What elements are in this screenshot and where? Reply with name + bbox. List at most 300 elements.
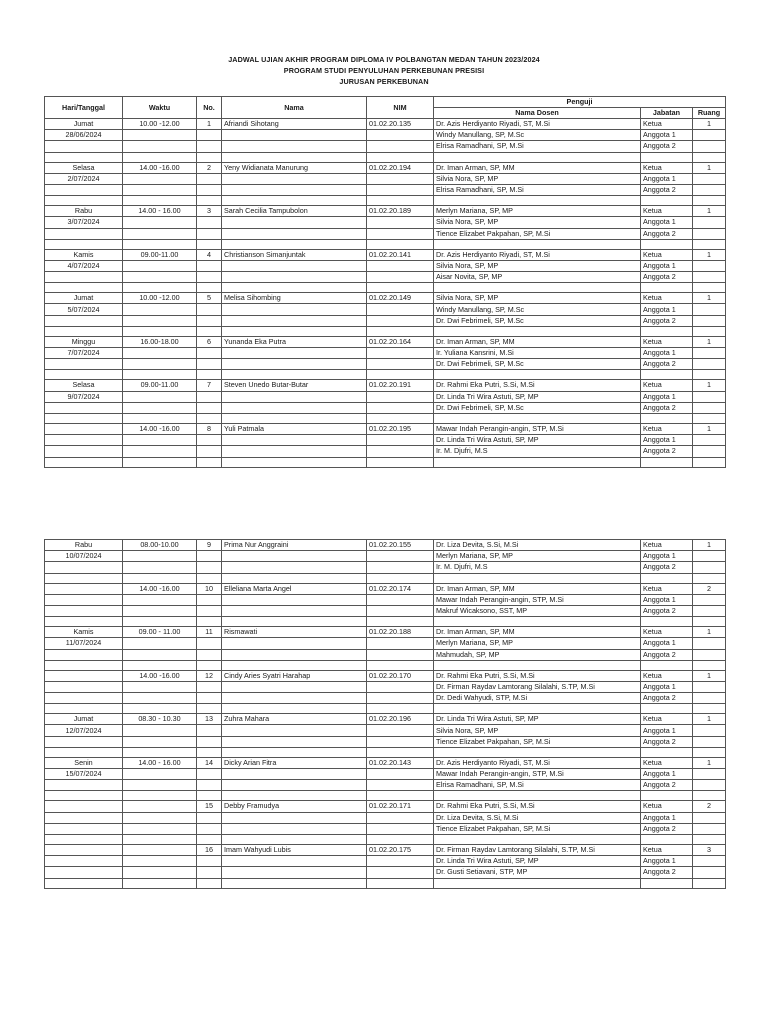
student-name-cell: Yuli Patmala (222, 423, 367, 434)
date-cell: 4/07/2024 (45, 260, 123, 271)
header-ruang: Ruang (693, 108, 726, 119)
empty-cell (693, 594, 726, 605)
empty-cell (367, 856, 434, 867)
examiner-name-cell: Silvia Nora, SP, MP (434, 293, 641, 304)
empty-cell (434, 660, 641, 670)
role-cell: Anggota 1 (641, 551, 693, 562)
table-row (45, 293, 726, 304)
role-cell: Ketua (641, 336, 693, 347)
empty-cell (367, 704, 434, 714)
table-row (45, 844, 726, 855)
examiner-name-cell: Merlyn Mariana, SP, MP (434, 638, 641, 649)
empty-cell (197, 435, 222, 446)
empty-cell (123, 823, 197, 834)
empty-cell (123, 573, 197, 583)
empty-cell (197, 228, 222, 239)
date-cell: 12/07/2024 (45, 725, 123, 736)
table-row (45, 173, 726, 184)
examiner-name-cell: Dr. Dwi Febrimeli, SP, M.Sc (434, 315, 641, 326)
empty-cell (123, 617, 197, 627)
empty-cell (123, 660, 197, 670)
empty-cell (123, 780, 197, 791)
empty-cell (123, 130, 197, 141)
day-cell: Jumat (45, 293, 123, 304)
empty-cell (641, 704, 693, 714)
nim-cell: 01.02.20.149 (367, 293, 434, 304)
empty-cell (123, 315, 197, 326)
empty-cell (434, 413, 641, 423)
empty-cell (45, 660, 123, 670)
empty-cell (693, 562, 726, 573)
table-row (45, 757, 726, 768)
examiner-name-cell: Dr. Azis Herdiyanto Riyadi, ST, M.Si (434, 249, 641, 260)
table-row (45, 638, 726, 649)
role-cell: Anggota 2 (641, 780, 693, 791)
date-cell: 9/07/2024 (45, 391, 123, 402)
empty-cell (123, 370, 197, 380)
empty-cell (693, 856, 726, 867)
empty-cell (222, 769, 367, 780)
empty-cell (693, 867, 726, 878)
student-name-cell: Debby Framudya (222, 801, 367, 812)
examiner-name-cell: Dr. Dwi Febrimeli, SP, M.Sc (434, 359, 641, 370)
empty-cell (693, 747, 726, 757)
student-name-cell: Afriandi Sihotang (222, 119, 367, 130)
empty-cell (693, 834, 726, 844)
empty-cell (434, 196, 641, 206)
empty-cell (197, 173, 222, 184)
empty-cell (197, 359, 222, 370)
empty-cell (367, 173, 434, 184)
empty-cell (197, 130, 222, 141)
empty-cell (45, 605, 123, 616)
examiner-name-cell: Dr. Rahmi Eka Putri, S.Si, M.Si (434, 380, 641, 391)
number-cell: 3 (197, 206, 222, 217)
empty-cell (222, 594, 367, 605)
empty-cell (123, 260, 197, 271)
room-cell: 1 (693, 249, 726, 260)
header-nama: Nama (222, 97, 367, 119)
empty-cell (434, 239, 641, 249)
empty-cell (197, 326, 222, 336)
role-cell: Anggota 1 (641, 681, 693, 692)
empty-cell (222, 725, 367, 736)
empty-cell (45, 152, 123, 162)
date-cell (45, 856, 123, 867)
date-cell: 7/07/2024 (45, 348, 123, 359)
empty-cell (45, 649, 123, 660)
table-row (45, 423, 726, 434)
empty-cell (123, 562, 197, 573)
table-row (45, 583, 726, 594)
empty-cell (197, 391, 222, 402)
examiner-name-cell: Mawar Indah Perangin-angin, STP, M.Si (434, 423, 641, 434)
spacer-row (45, 283, 726, 293)
empty-cell (693, 217, 726, 228)
table-row (45, 141, 726, 152)
empty-cell (367, 681, 434, 692)
empty-cell (197, 304, 222, 315)
empty-cell (693, 260, 726, 271)
empty-cell (197, 283, 222, 293)
empty-cell (693, 173, 726, 184)
role-cell: Ketua (641, 670, 693, 681)
table-row (45, 714, 726, 725)
empty-cell (693, 457, 726, 467)
empty-cell (222, 638, 367, 649)
empty-cell (45, 315, 123, 326)
examiner-name-cell: Dr. Rahmi Eka Putri, S.Si, M.Si (434, 801, 641, 812)
spacer-row (45, 834, 726, 844)
nim-cell: 01.02.20.175 (367, 844, 434, 855)
empty-cell (123, 747, 197, 757)
day-cell (45, 844, 123, 855)
empty-cell (367, 446, 434, 457)
empty-cell (222, 391, 367, 402)
role-cell: Anggota 1 (641, 260, 693, 271)
role-cell: Anggota 1 (641, 348, 693, 359)
role-cell: Anggota 2 (641, 184, 693, 195)
table-row (45, 725, 726, 736)
role-cell: Ketua (641, 162, 693, 173)
empty-cell (434, 747, 641, 757)
room-cell: 1 (693, 540, 726, 551)
empty-cell (367, 660, 434, 670)
empty-cell (641, 747, 693, 757)
empty-cell (197, 649, 222, 660)
empty-cell (222, 573, 367, 583)
examiner-name-cell: Dr. Rahmi Eka Putri, S.Si, M.Si (434, 670, 641, 681)
empty-cell (434, 326, 641, 336)
empty-cell (641, 326, 693, 336)
day-cell: Selasa (45, 380, 123, 391)
examiner-name-cell: Aisar Novita, SP, MP (434, 272, 641, 283)
empty-cell (45, 402, 123, 413)
table-row (45, 217, 726, 228)
empty-cell (45, 562, 123, 573)
empty-cell (197, 638, 222, 649)
empty-cell (197, 660, 222, 670)
empty-cell (434, 617, 641, 627)
empty-cell (367, 391, 434, 402)
student-name-cell: Imam Wahyudi Lubis (222, 844, 367, 855)
empty-cell (197, 856, 222, 867)
date-cell (45, 812, 123, 823)
room-cell: 3 (693, 844, 726, 855)
time-cell: 10.00 -12.00 (123, 119, 197, 130)
empty-cell (367, 348, 434, 359)
room-cell: 1 (693, 293, 726, 304)
number-cell: 15 (197, 801, 222, 812)
table-row (45, 260, 726, 271)
header-hari-tanggal: Hari/Tanggal (45, 97, 123, 119)
empty-cell (367, 780, 434, 791)
empty-cell (367, 867, 434, 878)
role-cell: Ketua (641, 249, 693, 260)
empty-cell (434, 573, 641, 583)
nim-cell: 01.02.20.143 (367, 757, 434, 768)
empty-cell (367, 435, 434, 446)
empty-cell (222, 184, 367, 195)
examiner-name-cell: Mawar Indah Perangin-angin, STP, M.Si (434, 594, 641, 605)
role-cell: Anggota 1 (641, 130, 693, 141)
role-cell: Anggota 2 (641, 693, 693, 704)
time-cell: 14.00 -16.00 (123, 583, 197, 594)
table-row (45, 130, 726, 141)
empty-cell (434, 791, 641, 801)
role-cell: Anggota 1 (641, 856, 693, 867)
empty-cell (367, 326, 434, 336)
day-cell: Rabu (45, 206, 123, 217)
empty-cell (693, 812, 726, 823)
examiner-name-cell: Dr. Iman Arman, SP, MM (434, 627, 641, 638)
empty-cell (434, 704, 641, 714)
role-cell: Anggota 2 (641, 736, 693, 747)
nim-cell: 01.02.20.191 (367, 380, 434, 391)
empty-cell (123, 272, 197, 283)
empty-cell (367, 283, 434, 293)
table-row (45, 272, 726, 283)
empty-cell (693, 878, 726, 888)
time-cell: 09.00 - 11.00 (123, 627, 197, 638)
number-cell: 11 (197, 627, 222, 638)
examiner-name-cell: Ir. M. Djufri, M.S (434, 562, 641, 573)
document-title-line1: JADWAL UJIAN AKHIR PROGRAM DIPLOMA IV POLBANGTAN MEDAN TAHUN 2023/2024 (228, 55, 540, 64)
student-name-cell: Elleliana Marta Angel (222, 583, 367, 594)
number-cell: 5 (197, 293, 222, 304)
empty-cell (123, 649, 197, 660)
table-row (45, 359, 726, 370)
examiner-name-cell: Dr. Linda Tri Wira Astuti, SP, MP (434, 714, 641, 725)
table-row (45, 681, 726, 692)
empty-cell (367, 791, 434, 801)
room-cell: 1 (693, 714, 726, 725)
empty-cell (693, 272, 726, 283)
empty-cell (45, 413, 123, 423)
empty-cell (123, 446, 197, 457)
day-cell (45, 670, 123, 681)
empty-cell (367, 260, 434, 271)
empty-cell (693, 348, 726, 359)
empty-cell (45, 359, 123, 370)
empty-cell (45, 326, 123, 336)
empty-cell (197, 184, 222, 195)
empty-cell (641, 413, 693, 423)
empty-cell (45, 184, 123, 195)
day-cell: Selasa (45, 162, 123, 173)
empty-cell (197, 348, 222, 359)
role-cell: Anggota 2 (641, 272, 693, 283)
empty-cell (45, 736, 123, 747)
role-cell: Anggota 1 (641, 173, 693, 184)
empty-cell (641, 457, 693, 467)
empty-cell (45, 791, 123, 801)
empty-cell (222, 812, 367, 823)
empty-cell (222, 173, 367, 184)
empty-cell (222, 217, 367, 228)
room-cell: 1 (693, 380, 726, 391)
examiner-name-cell: Dr. Firman Raydav Lamtorang Silalahi, S.TP, M.Si (434, 844, 641, 855)
empty-cell (197, 725, 222, 736)
empty-cell (222, 326, 367, 336)
empty-cell (434, 152, 641, 162)
examiner-name-cell: Merlyn Mariana, SP, MP (434, 551, 641, 562)
empty-cell (367, 562, 434, 573)
table-row (45, 315, 726, 326)
role-cell: Anggota 2 (641, 228, 693, 239)
student-name-cell: Steven Unedo Butar-Butar (222, 380, 367, 391)
empty-cell (45, 239, 123, 249)
nim-cell: 01.02.20.171 (367, 801, 434, 812)
empty-cell (123, 867, 197, 878)
empty-cell (123, 228, 197, 239)
spacer-row (45, 370, 726, 380)
role-cell: Anggota 1 (641, 812, 693, 823)
empty-cell (197, 272, 222, 283)
empty-cell (123, 283, 197, 293)
empty-cell (222, 823, 367, 834)
empty-cell (197, 457, 222, 467)
empty-cell (434, 283, 641, 293)
empty-cell (45, 272, 123, 283)
date-cell: 15/07/2024 (45, 769, 123, 780)
date-cell: 11/07/2024 (45, 638, 123, 649)
day-cell (45, 423, 123, 434)
empty-cell (123, 348, 197, 359)
examiner-name-cell: Windy Manullang, SP, M.Sc (434, 130, 641, 141)
empty-cell (693, 617, 726, 627)
empty-cell (367, 638, 434, 649)
empty-cell (45, 457, 123, 467)
time-cell: 08.30 - 10.30 (123, 714, 197, 725)
examiner-name-cell: Dr. Firman Raydav Lamtorang Silalahi, S.TP, M.Si (434, 681, 641, 692)
table-row (45, 769, 726, 780)
empty-cell (693, 704, 726, 714)
time-cell: 14.00 -16.00 (123, 423, 197, 434)
empty-cell (197, 693, 222, 704)
examiner-name-cell: Mahmudah, SP, MP (434, 649, 641, 660)
date-cell: 10/07/2024 (45, 551, 123, 562)
empty-cell (123, 681, 197, 692)
examiner-name-cell: Silvia Nora, SP, MP (434, 725, 641, 736)
room-cell: 1 (693, 336, 726, 347)
empty-cell (367, 272, 434, 283)
empty-cell (693, 359, 726, 370)
empty-cell (123, 184, 197, 195)
examiner-name-cell: Dr. Linda Tri Wira Astuti, SP, MP (434, 435, 641, 446)
empty-cell (367, 239, 434, 249)
examiner-name-cell: Silvia Nora, SP, MP (434, 217, 641, 228)
spacer-row (45, 878, 726, 888)
table-row (45, 249, 726, 260)
time-cell: 16.00-18.00 (123, 336, 197, 347)
empty-cell (197, 402, 222, 413)
day-cell (45, 583, 123, 594)
number-cell: 4 (197, 249, 222, 260)
number-cell: 9 (197, 540, 222, 551)
empty-cell (45, 196, 123, 206)
empty-cell (222, 780, 367, 791)
empty-cell (45, 370, 123, 380)
empty-cell (123, 736, 197, 747)
number-cell: 16 (197, 844, 222, 855)
room-cell: 1 (693, 627, 726, 638)
empty-cell (123, 834, 197, 844)
empty-cell (197, 141, 222, 152)
empty-cell (641, 196, 693, 206)
empty-cell (222, 834, 367, 844)
time-cell: 14.00 -16.00 (123, 162, 197, 173)
empty-cell (197, 736, 222, 747)
empty-cell (693, 780, 726, 791)
header-waktu: Waktu (123, 97, 197, 119)
spacer-row (45, 326, 726, 336)
empty-cell (197, 196, 222, 206)
day-cell: Kamis (45, 627, 123, 638)
empty-cell (693, 435, 726, 446)
role-cell: Anggota 2 (641, 605, 693, 616)
empty-cell (367, 594, 434, 605)
examiner-name-cell: Dr. Dwi Febrimeli, SP, M.Sc (434, 402, 641, 413)
empty-cell (197, 413, 222, 423)
empty-cell (123, 769, 197, 780)
header-penguji: Penguji (434, 97, 726, 108)
empty-cell (222, 660, 367, 670)
spacer-row (45, 617, 726, 627)
empty-cell (367, 649, 434, 660)
empty-cell (123, 725, 197, 736)
student-name-cell: Zuhra Mahara (222, 714, 367, 725)
spacer-row (45, 704, 726, 714)
examiner-name-cell: Dr. Dedi Wahyudi, STP, M.Si (434, 693, 641, 704)
date-cell: 3/07/2024 (45, 217, 123, 228)
nim-cell: 01.02.20.155 (367, 540, 434, 551)
empty-cell (693, 660, 726, 670)
empty-cell (693, 823, 726, 834)
empty-cell (45, 823, 123, 834)
room-cell: 1 (693, 670, 726, 681)
empty-cell (222, 747, 367, 757)
examiner-name-cell: Dr. Azis Herdiyanto Riyadi, ST, M.Si (434, 119, 641, 130)
role-cell: Ketua (641, 206, 693, 217)
empty-cell (123, 391, 197, 402)
empty-cell (197, 617, 222, 627)
table-row (45, 402, 726, 413)
empty-cell (222, 617, 367, 627)
table-row (45, 540, 726, 551)
room-cell: 1 (693, 162, 726, 173)
empty-cell (641, 617, 693, 627)
table-row (45, 736, 726, 747)
empty-cell (693, 736, 726, 747)
empty-cell (641, 660, 693, 670)
empty-cell (641, 878, 693, 888)
role-cell: Ketua (641, 540, 693, 551)
examiner-name-cell: Dr. Liza Devita, S.Si, M.Si (434, 540, 641, 551)
empty-cell (123, 359, 197, 370)
empty-cell (367, 551, 434, 562)
table-row (45, 304, 726, 315)
empty-cell (123, 402, 197, 413)
time-cell: 14.00 - 16.00 (123, 206, 197, 217)
examiner-name-cell: Elrisa Ramadhani, SP, M.Si (434, 141, 641, 152)
empty-cell (367, 196, 434, 206)
empty-cell (222, 457, 367, 467)
empty-cell (367, 370, 434, 380)
schedule-table-1 (44, 96, 726, 468)
day-cell: Minggu (45, 336, 123, 347)
empty-cell (367, 834, 434, 844)
